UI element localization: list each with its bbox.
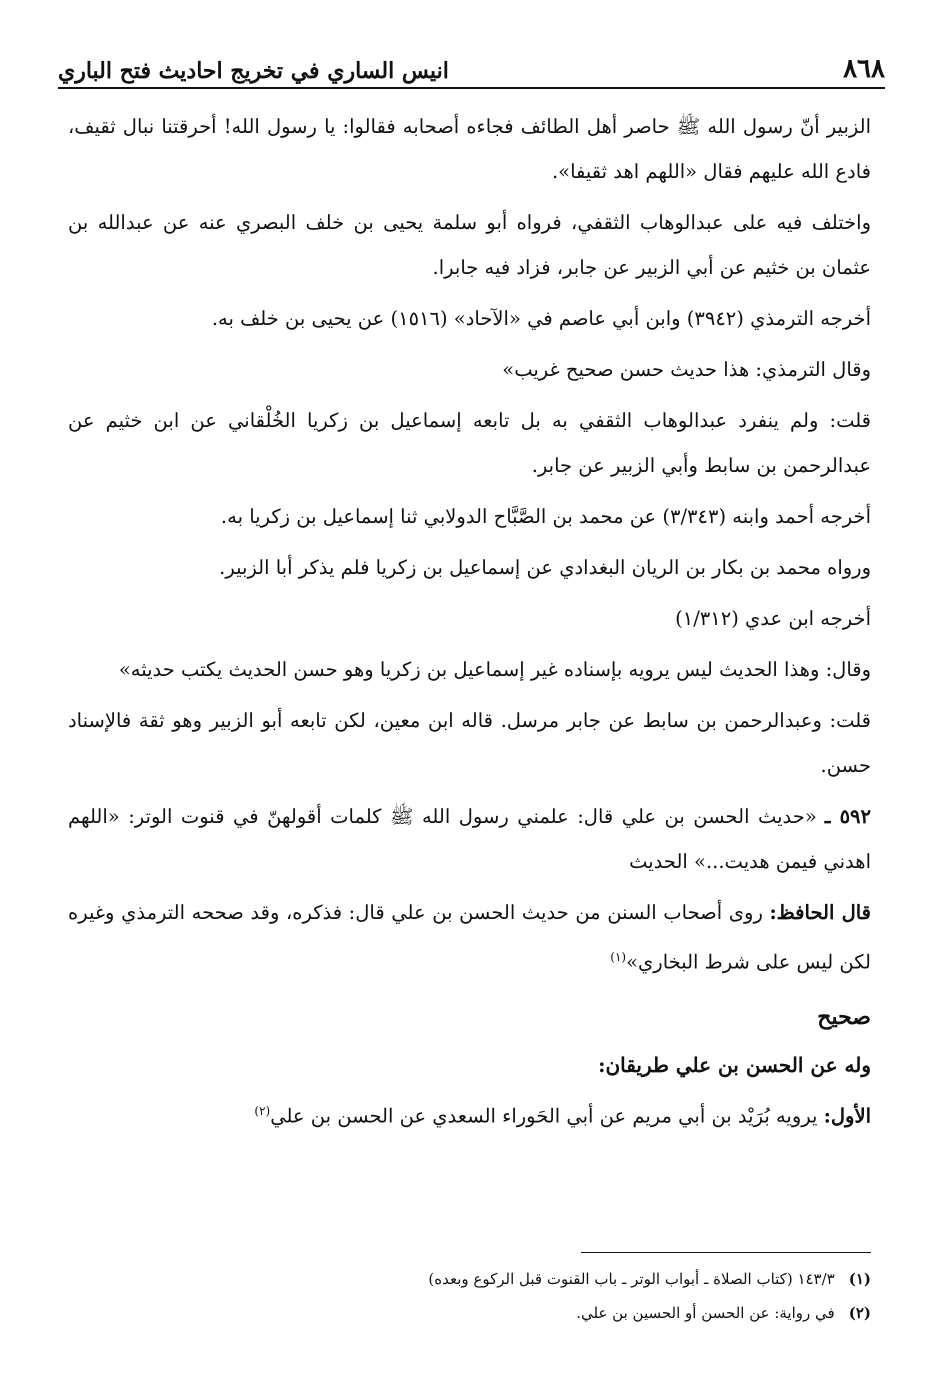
first-path [68,1089,871,1139]
footnote [70,1262,871,1296]
paragraph: أخرجه الترمذي (٣٩٤٢) وابن أبي عاصم في «الآحاد» (١٥١٦) عن يحيى بن خلف به. [211,307,871,330]
paths-heading: وله عن الحسن بن علي طريقان: [598,1052,871,1077]
footnotes [70,1262,871,1330]
hadith-number: ٥٩٢ ـ [824,805,871,828]
hafiz-statement [68,890,871,985]
paragraph: الزبير أنّ رسول الله ﷺ حاصر أهل الطائف فجاءه أصحابه فقالوا: يا رسول الله! أحرقتنا نبال ثقيف، فادع الله عليهم فقال «اللهم اهد ثقيفا». [68,115,871,183]
page-body [68,104,871,1144]
hadith-entry [68,794,871,884]
running-title: انيس الساري في تخريج احاديث فتح الباري [58,58,449,84]
paragraph: أخرجه ابن عدي (١/٣١٢) [675,607,871,630]
hadith-text: «حديث الحسن بن علي قال: علمني رسول الله ﷺ كلمات أقولهنّ في قنوت الوتر: «اللهم اهدني فيمن هديت...» الحديث [68,805,871,873]
footnote-ref: (٢) [254,1103,271,1118]
paragraph: ورواه محمد بن بكار بن الريان البغدادي عن إسماعيل بن زكريا فلم يذكر أبا الزبير. [219,556,871,579]
footnote-divider [581,1252,871,1253]
page-number: ٨٦٨ [843,54,885,84]
footnote-text: في رواية: عن الحسن أو الحسين بن علي. [576,1304,835,1322]
footnote-text: ١٤٣/٣ (كتاب الصلاة ـ أبواب الوتر ـ باب القنوت قبل الركوع وبعده) [428,1270,835,1288]
footnote-mark: (٢) [848,1304,871,1322]
paragraph: أخرجه أحمد وابنه (٣/٣٤٣) عن محمد بن الصَّبَّاح الدولابي ثنا إسماعيل بن زكريا به. [220,505,871,528]
footnote-ref: (١) [610,950,627,964]
paragraph: واختلف فيه على عبدالوهاب الثقفي، فرواه أبو سلمة يحيى بن خلف البصري عنه عن عبدالله بن عثمان بن خثيم عن أبي الزبير عن جابر، فزاد فيه جابرا. [68,211,871,279]
first-path-text: يرويه بُرَيْد بن أبي مريم عن أبي الحَوراء السعدي عن الحسن بن علي [270,1104,818,1127]
page-header [58,50,885,89]
paragraph: قلت: ولم ينفرد عبدالوهاب الثقفي به بل تابعه إسماعيل بن زكريا الخُلْقاني عن ابن خثيم عن عبدالرحمن بن سابط وأبي الزبير عن جابر. [68,409,871,477]
footnote-mark: (١) [848,1270,871,1288]
footnote [70,1296,871,1330]
hafiz-label: قال الحافظ: [769,901,872,924]
paragraph: وقال الترمذي: هذا حديث حسن صحيح غريب» [502,358,871,381]
paragraph: وقال: وهذا الحديث ليس يرويه بإسناده غير إسماعيل بن زكريا وهو حسن الحديث يكتب حديثه» [118,658,871,681]
hafiz-text: روى أصحاب السنن من حديث الحسن بن علي قال: فذكره، وقد صححه الترمذي وغيره لكن ليس على شرط البخاري» [68,901,871,974]
first-path-label: الأول: [823,1104,871,1127]
paragraph: قلت: وعبدالرحمن بن سابط عن جابر مرسل. قاله ابن معين، لكن تابعه أبو الزبير وهو ثقة فالإسناد حسن. [68,709,871,777]
grade-heading: صحيح [817,1003,871,1030]
